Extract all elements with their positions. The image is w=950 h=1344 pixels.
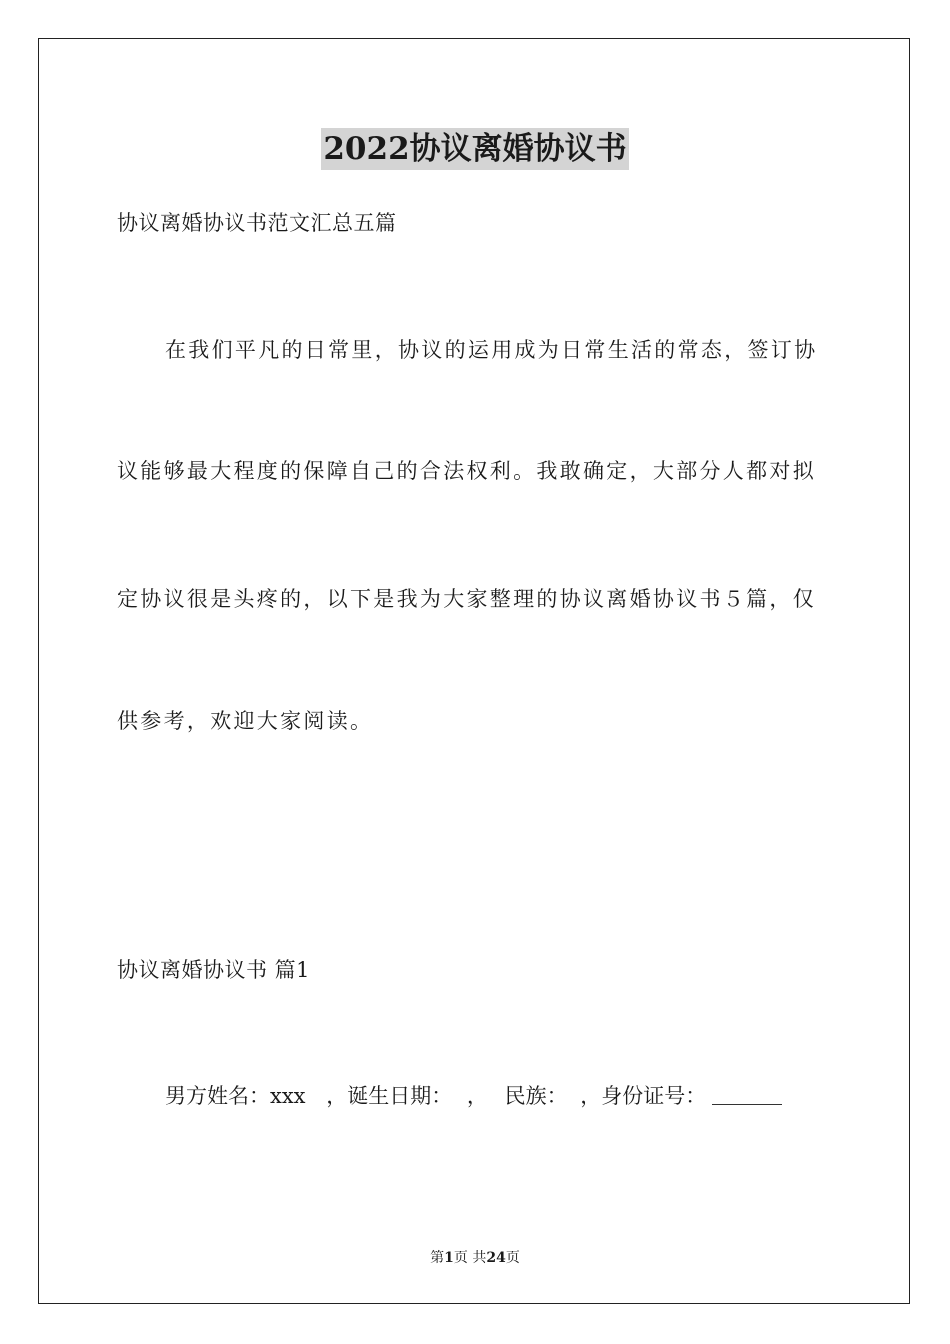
footer-total-pages: 24	[486, 1250, 506, 1266]
name-label: 男方姓名：	[165, 1084, 270, 1108]
name-value: xxx	[270, 1084, 306, 1108]
title-container	[0, 128, 950, 170]
footer-current-page: 1	[444, 1250, 454, 1266]
document-subtitle: 协议离婚协议书范文汇总五篇	[117, 211, 397, 235]
birth-label: ，诞生日期：	[326, 1084, 453, 1108]
id-label: ，身份证号：	[580, 1084, 707, 1108]
intro-line-1: 在我们平凡的日常里，协议的运用成为日常生活的常态，签订协	[165, 338, 818, 362]
id-number-blank	[712, 1084, 782, 1105]
section-heading: 协议离婚协议书 篇1	[117, 958, 311, 982]
party-info-line	[165, 1081, 782, 1111]
ethnicity-label: 民族：	[504, 1084, 568, 1108]
footer-suffix: 页	[505, 1250, 520, 1266]
document-title: 2022协议离婚协议书	[321, 128, 628, 170]
footer-mid: 页 共	[453, 1250, 487, 1266]
page-footer	[0, 1248, 950, 1268]
intro-line-4: 供参考，欢迎大家阅读。	[117, 709, 374, 733]
separator: ，	[466, 1084, 488, 1108]
footer-prefix: 第	[430, 1250, 445, 1266]
intro-line-2: 议能够最大程度的保障自己的合法权利。我敢确定，大部分人都对拟	[117, 459, 816, 483]
intro-line-3: 定协议很是头疼的，以下是我为大家整理的协议离婚协议书５篇，仅	[117, 587, 816, 611]
